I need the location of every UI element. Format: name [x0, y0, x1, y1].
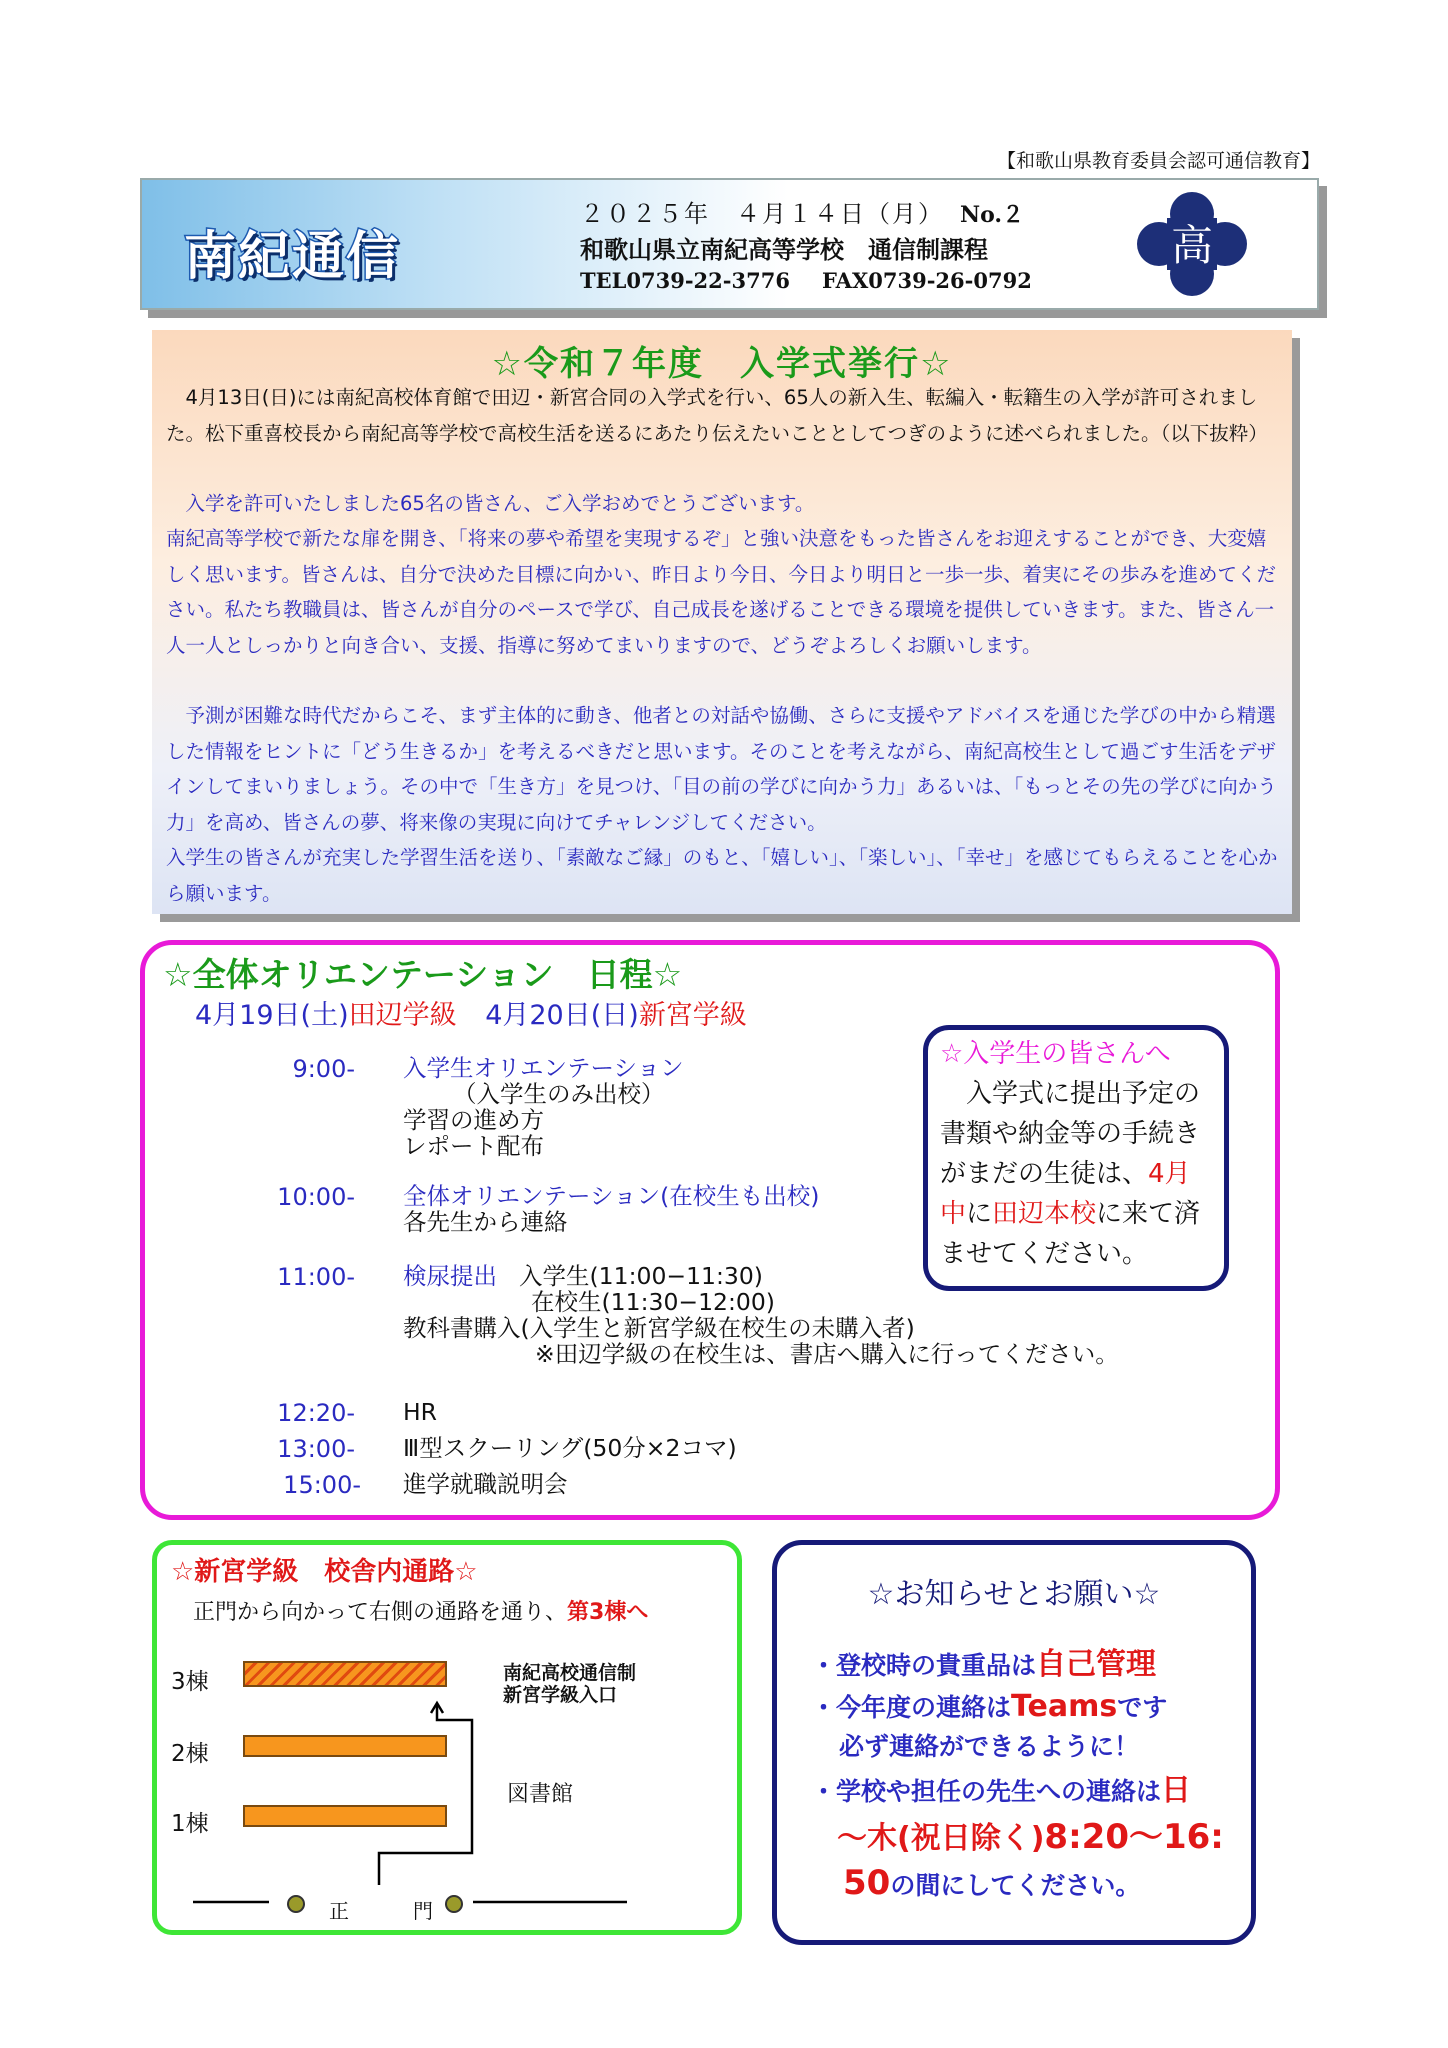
note-2-text: ・今年度の連絡は — [811, 1693, 1012, 1722]
tel-number: TEL0739-22-3776 — [580, 268, 790, 293]
note-teams — [811, 1687, 1167, 1728]
emblem-char: 高 — [1170, 221, 1214, 270]
item-10-line2: 各先生から連絡 — [403, 1208, 568, 1236]
item-11-line2: 在校生(11:30−12:00) — [531, 1288, 775, 1316]
certification-note: 【和歌山県教育委員会認可通信教育】 — [996, 150, 1320, 172]
schedule-item-10 — [403, 1183, 819, 1235]
entrance-label — [503, 1662, 636, 1706]
time-1300: 13:00- — [277, 1435, 355, 1463]
fax-number: FAX0739-26-0792 — [822, 268, 1032, 293]
schedule-dates — [195, 993, 747, 1032]
schedule-item-1500: 進学就職説明会 — [403, 1470, 568, 1498]
entrance-line-1: 南紀高校通信制 — [503, 1662, 637, 1684]
class-1: 田辺学級 — [348, 1000, 457, 1031]
gate-label-right: 門 — [413, 1899, 433, 1923]
ceremony-paragraph-4: 予測が困難な時代だからこそ、まず主体的に動き、他者との対話や協働、さらに支援やアドバイスを通じた学びの中から精選した情報をヒントに「どう生きるか」を考えるべきだと思います。そのことを考えながら、南紀高校生として過ごす生活をデザインしてまいりましょう。その中で「生き方」を見つけ、「目の前の学びに向かう力」あるいは、「もっとその先の学びに向かう力」を高め、皆さんの夢、将来像の実現に向けてチャレンジしてください。 — [166, 704, 1277, 834]
schedule-item-1220: HR — [403, 1398, 437, 1426]
orientation-schedule — [140, 940, 1280, 1520]
date-2: 4月20日(日) — [485, 1000, 639, 1031]
notice-body — [940, 1074, 1212, 1274]
note-teams-line-2: 必ず連絡ができるように！ — [839, 1732, 1140, 1761]
school-name: 和歌山県立南紀高等学校 通信制課程 — [580, 236, 988, 264]
notice-highlight-2: 田辺本校 — [992, 1199, 1097, 1229]
item-11-line3: 教科書購入(入学生と新宮学級在校生の未購入者) — [403, 1314, 915, 1342]
notice-text-b: に — [966, 1199, 993, 1229]
note-valuables — [811, 1645, 1156, 1686]
gate-label-left: 正 — [329, 1899, 349, 1923]
time-11: 11:00- — [277, 1263, 355, 1291]
schedule-item-9 — [403, 1055, 684, 1159]
ceremony-section — [152, 330, 1292, 914]
note-3-text: ・学校や担任の先生への連絡は — [811, 1777, 1162, 1806]
route-path-diagram — [157, 1545, 737, 1930]
note-3-h1: 日 — [1161, 1773, 1192, 1808]
ceremony-paragraph-5: 入学生の皆さんが充実した学習生活を送り、「素敵なご縁」のもと、「嬉しい」、「楽しい」、「幸せ」を感じてもらえることを心から願います。 — [166, 846, 1278, 905]
note-1-highlight: 自己管理 — [1036, 1647, 1157, 1682]
class-2: 新宮学級 — [638, 1000, 747, 1031]
header-banner — [140, 178, 1319, 310]
item-9-title: 入学生オリエンテーション — [403, 1054, 684, 1082]
schedule-item-1300: Ⅲ型スクーリング(50分×2コマ) — [403, 1434, 737, 1462]
time-10: 10:00- — [277, 1183, 355, 1211]
date-text: ２０２５年 ４月１４日（月） — [580, 200, 944, 228]
newsletter-title: 南紀通信 — [184, 227, 401, 287]
ceremony-paragraph-3: 南紀高等学校で新たな扉を開き、「将来の夢や希望を実現するぞ」と強い決意をもった皆さんをお迎えすることができ、大変嬉しく思います。皆さんは、自分で決めた目標に向かい、昨日より今日、今日より明日と一歩一歩、着実にその歩みを進めてください。私たち教職員は、皆さんが自分のペースで学び、自己成長を遂げることできる環境を提供していきます。また、皆さん一人一人としっかりと向き合い、支援、指導に努めてまいりますので、どうぞよろしくお願いします。 — [166, 527, 1276, 657]
ceremony-title: ☆令和７年度 入学式挙行☆ — [491, 344, 953, 384]
ceremony-paragraph-1: 4月13日(日)には南紀高校体育館で田辺・新宮合同の入学式を行い、65人の新入生、転編入・転籍生の入学が許可されました。松下重喜校長から南紀高等学校で高校生活を送るにあたり伝えたいこととしてつぎのように述べられました。（以下抜粋） — [166, 386, 1268, 445]
notices-section — [772, 1540, 1256, 1945]
note-contact-hours-line-2 — [837, 1817, 1224, 1860]
note-2-highlight: Teams — [1011, 1689, 1118, 1724]
date-1: 4月19日(土) — [195, 1000, 349, 1031]
item-10-title: 全体オリエンテーション(在校生も出校) — [403, 1182, 820, 1210]
issue-date — [580, 194, 1024, 229]
new-student-notice — [923, 1025, 1229, 1291]
note-3-h2: ～木(祝日除く) — [837, 1821, 1045, 1856]
entrance-line-2: 新宮学級入口 — [503, 1684, 618, 1706]
note-2-suffix: です — [1117, 1693, 1168, 1722]
notice-highlight-1: 4月中 — [940, 1159, 1191, 1229]
ceremony-paragraph-2: 入学を許可いたしました65名の皆さん、ご入学おめでとうございます。 — [185, 492, 815, 515]
note-contact-hours-line-3 — [843, 1863, 1140, 1906]
school-emblem-icon — [1137, 192, 1247, 296]
item-11-line4: ※田辺学級の在校生は、書店へ購入に行ってください。 — [535, 1340, 1119, 1368]
library-label: 図書館 — [507, 1782, 574, 1807]
time-1500: 15:00- — [283, 1471, 361, 1499]
notices-title: ☆お知らせとお願い☆ — [867, 1577, 1161, 1612]
item-11-line1b: 入学生(11:00−11:30) — [519, 1262, 763, 1290]
notice-text-a: 入学式に提出予定の書類や納金等の手続きがまだの生徒は、 — [940, 1079, 1201, 1189]
notice-title: ☆入学生の皆さんへ — [940, 1039, 1171, 1069]
route-desc-text: 正門から向かって右側の通路を通り、 — [193, 1600, 568, 1625]
building-2-label: 2棟 — [171, 1741, 209, 1767]
issue-number: No.２ — [960, 202, 1025, 228]
route-desc-highlight: 第3棟へ — [567, 1600, 649, 1625]
building-1-label: 1棟 — [171, 1811, 209, 1837]
route-title: ☆新宮学級 校舎内通路☆ — [171, 1557, 478, 1587]
item-11-title: 検尿提出 — [403, 1262, 497, 1290]
gate-post-right-icon — [445, 1895, 463, 1913]
item-9-line4: レポート配布 — [403, 1132, 544, 1160]
time-1220: 12:20- — [277, 1399, 355, 1427]
shingu-route-section — [152, 1540, 742, 1935]
route-path-line — [379, 1703, 472, 1885]
note-contact-hours — [811, 1771, 1241, 1812]
time-9: 9:00- — [292, 1055, 355, 1083]
note-3-h3: 8:20～16: — [1044, 1817, 1224, 1857]
note-1-text: ・登校時の貴重品は — [811, 1651, 1037, 1680]
note-3-h4: 50 — [843, 1863, 891, 1903]
building-3-label: 3棟 — [171, 1669, 209, 1695]
schedule-title: ☆全体オリエンテーション 日程☆ — [163, 955, 683, 994]
item-9-note: （入学生のみ出校） — [453, 1080, 665, 1108]
note-3-suffix: の間にしてください。 — [890, 1871, 1141, 1900]
notice-text-c: に来て済ませてください。 — [940, 1199, 1201, 1269]
item-9-line3: 学習の進め方 — [403, 1106, 544, 1134]
gate-post-left-icon — [287, 1895, 305, 1913]
